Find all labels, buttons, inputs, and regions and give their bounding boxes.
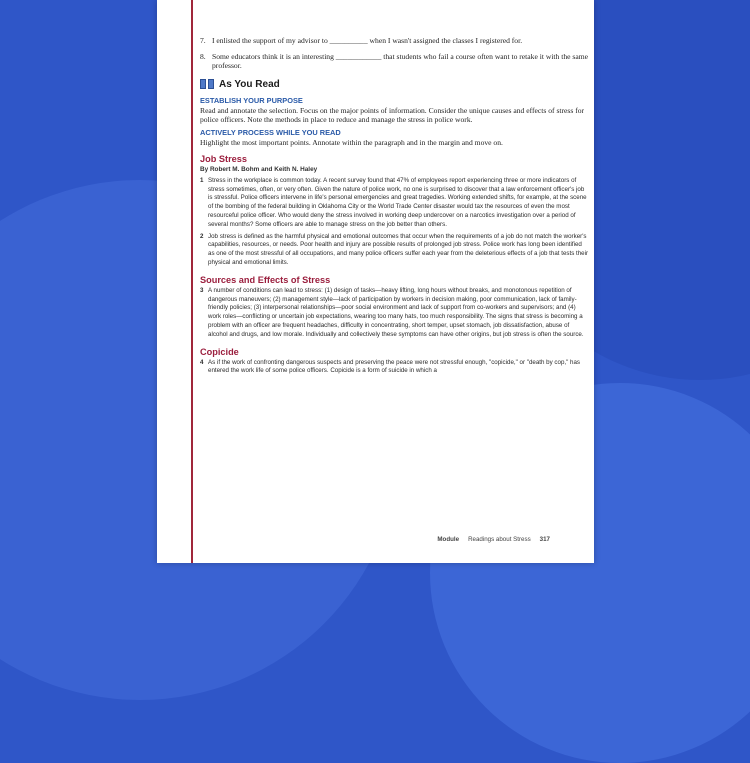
margin-rule xyxy=(191,0,193,563)
document-page xyxy=(157,0,594,563)
question-7 xyxy=(200,36,590,46)
as-you-read-header xyxy=(200,79,590,90)
question-text: I enlisted the support of my advisor to __________ when I wasn't assigned the classes I registered for. xyxy=(212,36,523,45)
paragraph-number: 3 xyxy=(200,286,204,294)
question-number: 8. xyxy=(200,51,206,61)
page-footer xyxy=(437,536,550,543)
actively-process-heading: ACTIVELY PROCESS WHILE YOU READ xyxy=(200,127,341,137)
question-8 xyxy=(200,52,590,71)
copicide-title: Copicide xyxy=(200,346,239,357)
actively-process-text: Highlight the most important points. Annotate within the paragraph and in the margin and move on. xyxy=(200,137,503,147)
article-title: Job Stress xyxy=(200,153,247,164)
as-you-read-title: As You Read xyxy=(219,78,280,90)
paragraph xyxy=(200,359,590,377)
paragraph-text: A number of conditions can lead to stress: (1) design of tasks—heavy lifting, long hours without breaks, and monotonous repetition of dangerous maneuvers; (2) management style—lack of participation by workers in decision making, poor communication, lack of family-friendly policies; (3) interpersonal relationships—poor social environment and lack of support from co-workers and supervisors; and (4) work roles—conflicting or uncertain job expectations, wearing too many hats, too much responsibility. The signs that stress is becoming a problem with an officer are frequent headaches, difficulty in concentrating, short temper, upset stomach, job dissatisfaction, abuse of alcohol and drugs, and low morale. Individually and collectively these symptoms can have other origins, but job stress is often the source. xyxy=(208,286,584,338)
footer-section: Readings about Stress xyxy=(468,536,531,543)
paragraph-number: 4 xyxy=(200,358,204,366)
book-icon xyxy=(200,79,214,89)
question-number: 7. xyxy=(200,36,206,45)
paragraph-number: 2 xyxy=(200,232,204,240)
paragraph-text: Job stress is defined as the harmful physical and emotional outcomes that occur when the requirements of a job do not match the worker's capabilities, resources, or needs. Poor health and injury are possible results of prolonged job stress. Police work has long been identified as one of the most stressful of all occupations, and many police officers suffer each year from the deleterious effects of a job that tests their physical and emotional limits. xyxy=(208,232,589,266)
question-text: Some educators think it is an interesting ____________ that students who fail a course often want to retake it with the same professor. xyxy=(212,51,589,71)
establish-purpose-heading: ESTABLISH YOUR PURPOSE xyxy=(200,95,303,105)
page-content xyxy=(200,36,590,379)
page-number: 317 xyxy=(539,536,550,543)
establish-purpose-text: Read and annotate the selection. Focus on the major points of information. Consider the unique causes and effects of stress for police officers. Note the methods in place to reduce and manage the stress in police work. xyxy=(200,105,585,124)
paragraph xyxy=(200,177,590,230)
paragraph xyxy=(200,287,590,340)
paragraph-text: As if the work of confronting dangerous suspects and preserving the peace were not stressful enough, "copicide," or "death by cop," has entered the work life of some police officers. Copicide is a form of suicide in which a xyxy=(208,358,581,375)
sources-title: Sources and Effects of Stress xyxy=(200,274,331,285)
paragraph-text: Stress in the workplace is common today. A recent survey found that 47% of employees report experiencing three or more indicators of stress sometimes, often, or very often. Given the nature of police work, no one is surprised to discover that a law enforcement officer's job is stressful. Police officers intervene in life's personal emergencies and great tragedies. Working extended shifts, for example, at the scene of the bombing of the federal building in Oklahoma City or the World Trade Center disaster would tax the resources of even the most resourceful police officer. Who would deny the stress involved in working deep undercover on a narcotics investigation over a period of several months? Some officers are able to manage stress on the job better than others. xyxy=(208,176,587,228)
paragraph xyxy=(200,233,590,268)
footer-module: Module xyxy=(437,536,460,543)
paragraph-number: 1 xyxy=(200,176,204,184)
article-byline: By Robert M. Bohm and Keith N. Haley xyxy=(200,165,318,173)
